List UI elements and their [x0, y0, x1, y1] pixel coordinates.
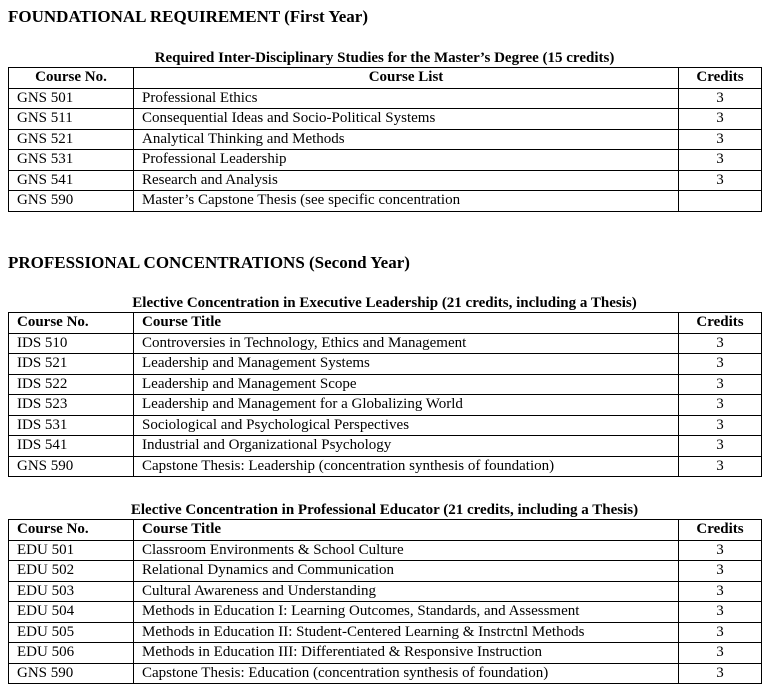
course-number: EDU 504: [9, 602, 134, 623]
course-credits: 3: [679, 109, 762, 130]
course-title: Professional Leadership: [134, 150, 679, 171]
table-row: [9, 456, 762, 477]
course-number: IDS 522: [9, 374, 134, 395]
professional-heading: PROFESSIONAL CONCENTRATIONS (Second Year): [8, 253, 410, 272]
course-number: GNS 541: [9, 170, 134, 191]
course-title: Research and Analysis: [134, 170, 679, 191]
table-row: [9, 354, 762, 375]
table-row: [9, 129, 762, 150]
course-title: Analytical Thinking and Methods: [134, 129, 679, 150]
table-row: [9, 581, 762, 602]
course-number: IDS 510: [9, 333, 134, 354]
table-row: [9, 191, 762, 212]
table-row: [9, 602, 762, 623]
course-number: GNS 501: [9, 88, 134, 109]
course-number: GNS 590: [9, 663, 134, 684]
header-course-no: Course No.: [9, 68, 134, 89]
course-title: Methods in Education I: Learning Outcomes, Standards, and Assessment: [134, 602, 679, 623]
table-row: [9, 622, 762, 643]
course-credits: 3: [679, 663, 762, 684]
course-credits: 3: [679, 456, 762, 477]
course-number: EDU 505: [9, 622, 134, 643]
course-title: Leadership and Management Scope: [134, 374, 679, 395]
course-title: Capstone Thesis: Leadership (concentration synthesis of foundation): [134, 456, 679, 477]
header-credits: Credits: [679, 520, 762, 541]
table-row: [9, 415, 762, 436]
professional-educator-table: [8, 519, 762, 684]
course-credits: 3: [679, 581, 762, 602]
header-credits: Credits: [679, 68, 762, 89]
course-credits: 3: [679, 561, 762, 582]
course-title: Professional Ethics: [134, 88, 679, 109]
course-credits: 3: [679, 333, 762, 354]
course-title: Controversies in Technology, Ethics and Management: [134, 333, 679, 354]
header-course-no: Course No.: [9, 313, 134, 334]
course-number: IDS 531: [9, 415, 134, 436]
table-row: [9, 436, 762, 457]
course-credits: 3: [679, 170, 762, 191]
course-credits: 3: [679, 415, 762, 436]
course-credits: 3: [679, 354, 762, 375]
course-credits: 3: [679, 129, 762, 150]
header-credits: Credits: [679, 313, 762, 334]
table-row: [9, 663, 762, 684]
foundational-table-caption: Required Inter-Disciplinary Studies for the Master’s Degree (15 credits): [154, 50, 615, 66]
course-number: EDU 506: [9, 643, 134, 664]
course-title: Cultural Awareness and Understanding: [134, 581, 679, 602]
course-title: Leadership and Management Systems: [134, 354, 679, 375]
course-number: GNS 590: [9, 456, 134, 477]
executive-table-caption: Elective Concentration in Executive Leadership (21 credits, including a Thesis): [132, 295, 637, 311]
course-credits: 3: [679, 395, 762, 416]
course-number: IDS 523: [9, 395, 134, 416]
course-number: EDU 502: [9, 561, 134, 582]
table-row: [9, 170, 762, 191]
table-header-row: [9, 313, 762, 334]
table-row: [9, 395, 762, 416]
course-credits: 3: [679, 436, 762, 457]
course-credits: 3: [679, 643, 762, 664]
educator-table-caption: Elective Concentration in Professional Educator (21 credits, including a Thesis): [130, 502, 639, 518]
table-row: [9, 150, 762, 171]
course-number: EDU 503: [9, 581, 134, 602]
course-title: Master’s Capstone Thesis (see specific concentration: [134, 191, 679, 212]
table-header-row: [9, 68, 762, 89]
course-title: Consequential Ideas and Socio-Political Systems: [134, 109, 679, 130]
foundational-table: [8, 67, 762, 212]
course-credits: 3: [679, 622, 762, 643]
table-row: [9, 333, 762, 354]
table-row: [9, 643, 762, 664]
course-number: EDU 501: [9, 540, 134, 561]
course-title: Methods in Education III: Differentiated & Responsive Instruction: [134, 643, 679, 664]
course-title: Methods in Education II: Student-Centered Learning & Instrctnl Methods: [134, 622, 679, 643]
header-course-no: Course No.: [9, 520, 134, 541]
executive-leadership-table: [8, 312, 762, 477]
table-row: [9, 374, 762, 395]
header-course-title: Course Title: [134, 313, 679, 334]
table-row: [9, 540, 762, 561]
table-header-row: [9, 520, 762, 541]
table-row: [9, 561, 762, 582]
course-number: IDS 541: [9, 436, 134, 457]
course-title: Industrial and Organizational Psychology: [134, 436, 679, 457]
course-number: GNS 521: [9, 129, 134, 150]
course-number: GNS 590: [9, 191, 134, 212]
course-credits: [679, 191, 762, 212]
header-course-list: Course List: [134, 68, 679, 89]
course-credits: 3: [679, 88, 762, 109]
course-credits: 3: [679, 602, 762, 623]
table-row: [9, 109, 762, 130]
course-credits: 3: [679, 374, 762, 395]
course-title: Relational Dynamics and Communication: [134, 561, 679, 582]
table-row: [9, 88, 762, 109]
course-title: Capstone Thesis: Education (concentration synthesis of foundation): [134, 663, 679, 684]
course-credits: 3: [679, 540, 762, 561]
course-credits: 3: [679, 150, 762, 171]
course-title: Leadership and Management for a Globalizing World: [134, 395, 679, 416]
course-number: IDS 521: [9, 354, 134, 375]
foundational-heading: FOUNDATIONAL REQUIREMENT (First Year): [8, 7, 368, 26]
course-number: GNS 531: [9, 150, 134, 171]
course-number: GNS 511: [9, 109, 134, 130]
course-title: Sociological and Psychological Perspectives: [134, 415, 679, 436]
header-course-title: Course Title: [134, 520, 679, 541]
course-title: Classroom Environments & School Culture: [134, 540, 679, 561]
